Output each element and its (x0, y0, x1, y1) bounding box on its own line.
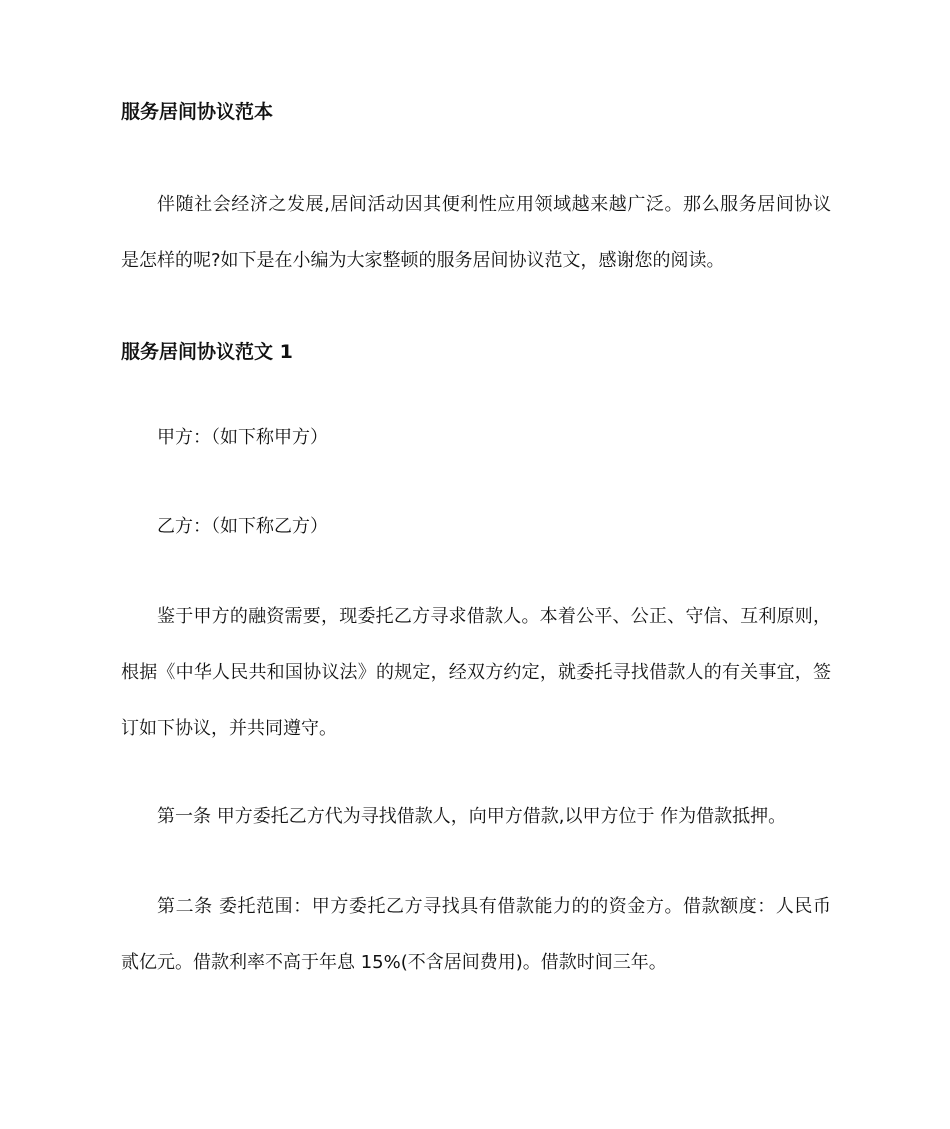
document-title: 服务居间协议范本 (121, 101, 274, 123)
article-1-line: 第一条 甲方委托乙方代为寻找借款人，向甲方借款,以甲方位于 作为借款抵押。 (157, 806, 787, 827)
intro-paragraph (121, 177, 831, 289)
article-2-line-2: 贰亿元。借款利率不高于年息 15%(不含居间费用)。借款时间三年。 (121, 952, 667, 973)
clause-intro-line-2: 根据《中华人民共和国协议法》的规定，经双方约定，就委托寻找借款人的有关事宜，签 (121, 662, 831, 683)
clause-intro-paragraph (121, 589, 831, 757)
party-b-line: 乙方：（如下称乙方） (157, 516, 328, 537)
clause-intro-line-3: 订如下协议，并共同遵守。 (121, 718, 337, 739)
section-title: 服务居间协议范文 1 (121, 341, 293, 363)
party-b-paragraph (121, 499, 831, 555)
intro-line-2: 是怎样的呢?如下是在小编为大家整顿的服务居间协议范文，感谢您的阅读。 (121, 250, 725, 271)
intro-line-1: 伴随社会经济之发展,居间活动因其便利性应用领域越来越广泛。那么服务居间协议 (157, 194, 831, 215)
article-2-line-1: 第二条 委托范围：甲方委托乙方寻找具有借款能力的的资金方。借款额度：人民币 (157, 896, 831, 917)
article-1-paragraph (121, 789, 831, 845)
article-2-paragraph (121, 879, 831, 991)
party-a-paragraph (121, 410, 831, 466)
party-a-line: 甲方：（如下称甲方） (157, 427, 328, 448)
clause-intro-line-1: 鉴于甲方的融资需要，现委托乙方寻求借款人。本着公平、公正、守信、互利原则， (157, 606, 831, 627)
